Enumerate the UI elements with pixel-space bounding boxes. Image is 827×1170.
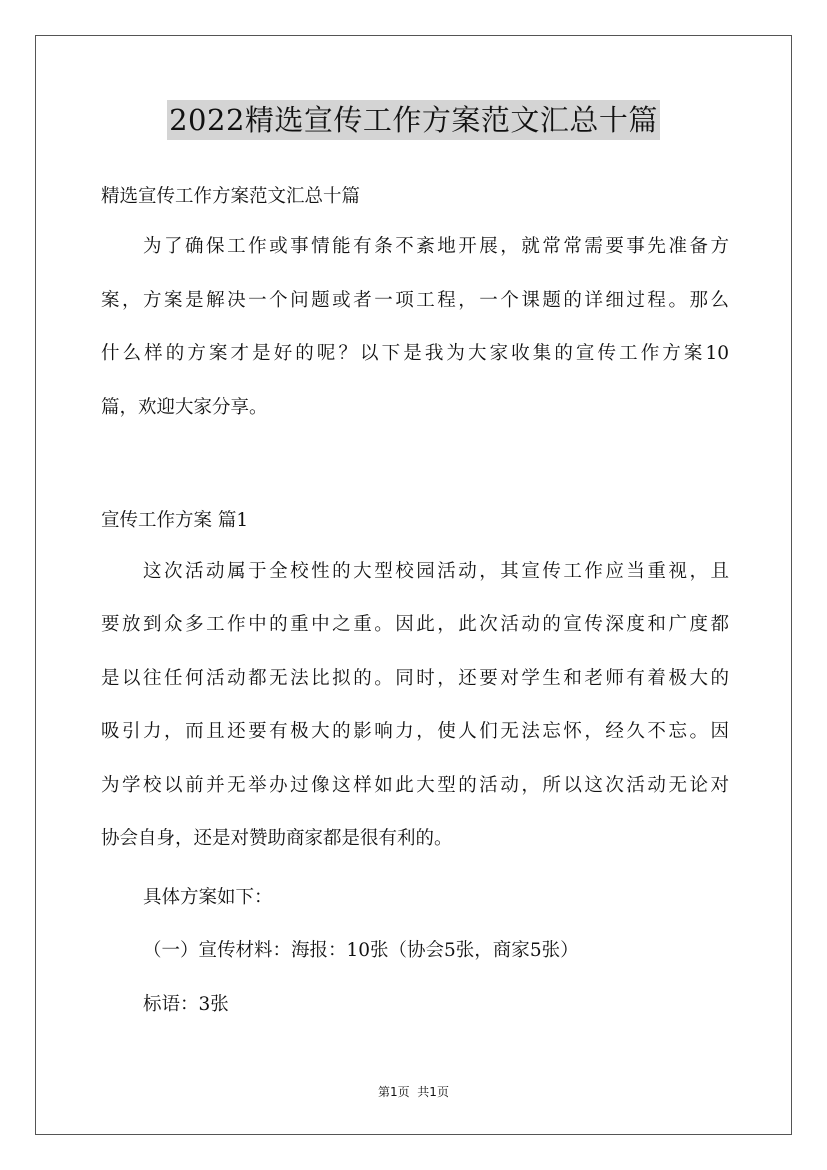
section-line: 要放到众多工作中的重中之重。因此，此次活动的宣传深度和广度都 bbox=[101, 614, 729, 635]
materials-line: （一）宣传材料：海报：10张（协会5张，商家5张） bbox=[143, 940, 579, 961]
page-number: 第1页 共1页 bbox=[378, 1085, 449, 1099]
section-line: 吸引力，而且还要有极大的影响力，使人们无法忘怀，经久不忘。因 bbox=[101, 721, 729, 742]
page-footer bbox=[0, 1083, 827, 1100]
section-line: 为学校以前并无举办过像这样如此大型的活动，所以这次活动无论对 bbox=[101, 775, 729, 796]
section-line: 协会自身，还是对赞助商家都是很有利的。 bbox=[101, 828, 453, 849]
title-container bbox=[0, 100, 827, 140]
section-heading: 宣传工作方案 篇1 bbox=[101, 510, 249, 531]
slogan-line: 标语：3张 bbox=[143, 994, 229, 1015]
intro-line: 为了确保工作或事情能有条不紊地开展，就常常需要事先准备方 bbox=[143, 236, 729, 257]
section-line: 是以往任何活动都无法比拟的。同时，还要对学生和老师有着极大的 bbox=[101, 668, 729, 689]
document-subtitle: 精选宣传工作方案范文汇总十篇 bbox=[101, 186, 361, 207]
document-title: 2022精选宣传工作方案范文汇总十篇 bbox=[167, 100, 660, 140]
section-line: 这次活动属于全校性的大型校园活动，其宣传工作应当重视，且 bbox=[143, 561, 729, 582]
intro-line: 篇，欢迎大家分享。 bbox=[101, 397, 268, 418]
plan-intro: 具体方案如下： bbox=[143, 887, 273, 908]
intro-line: 什么样的方案才是好的呢？以下是我为大家收集的宣传工作方案10 bbox=[101, 343, 729, 364]
intro-line: 案，方案是解决一个问题或者一项工程，一个课题的详细过程。那么 bbox=[101, 290, 729, 311]
